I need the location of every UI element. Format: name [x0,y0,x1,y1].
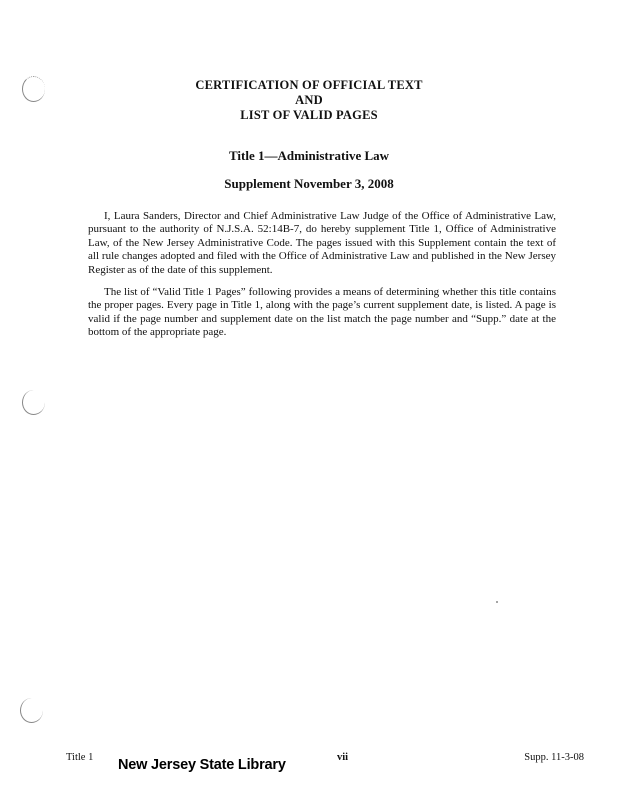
body-paragraph-1: I, Laura Sanders, Director and Chief Administrative Law Judge of the Office of Administrative Law, pursuant to the authority of N.J.S.A. 52:14B-7, do hereby supplement Title 1, Office of Administrative Law, of the New Jersey Administrative Code. The pages issued with this Supplement contain the text of all rule changes adopted and filed with the Office of Administrative Law and published in the New Jersey Register as of the date of this supplement. [88,210,556,276]
document-title: Title 1—Administrative Law [228,148,390,163]
punch-hole-bottom [20,698,43,723]
punch-hole-middle [22,390,45,415]
footer-title: Title 1 [66,752,94,763]
footer-supplement: Supp. 11-3-08 [524,752,584,763]
header-line-3: LIST OF VALID PAGES [240,108,378,122]
supplement-date: Supplement November 3, 2008 [224,176,394,191]
library-stamp: New Jersey State Library [118,757,286,773]
body-paragraph-2: The list of “Valid Title 1 Pages” following provides a means of determining whether this title contains the proper pages. Every page in Title 1, along with the page’s current supplement date, is listed. A page is valid if the page number and supplement date on the list match the page number and “Supp.” date at the bottom of the appropriate page. [88,286,556,339]
scan-speck [496,601,498,603]
page-number: vii [337,752,349,763]
header-line-2: AND [295,93,323,107]
header-line-1: CERTIFICATION OF OFFICIAL TEXT [195,78,423,92]
